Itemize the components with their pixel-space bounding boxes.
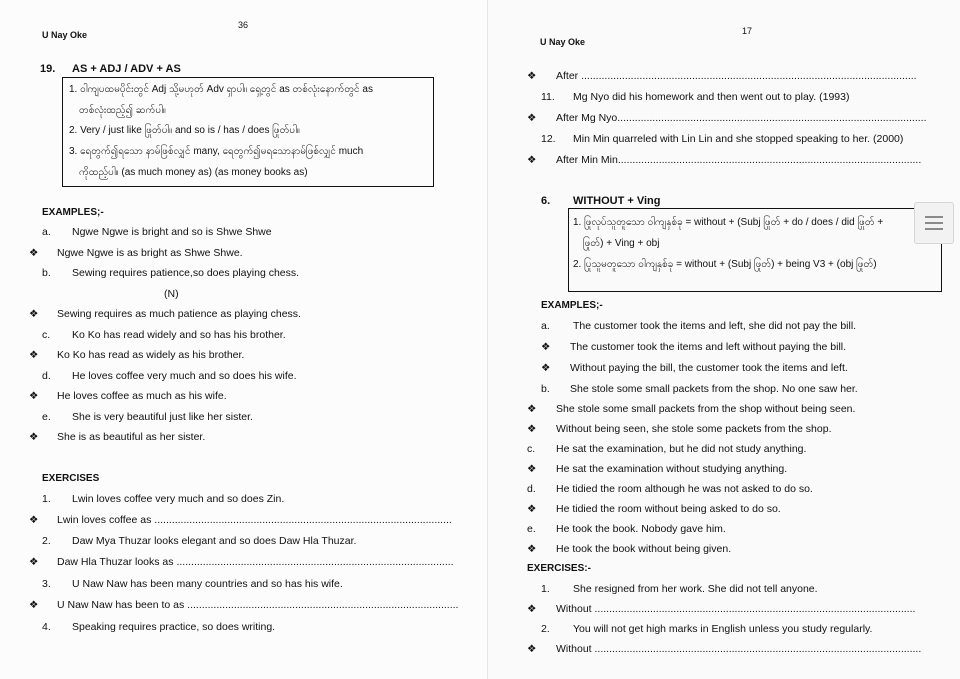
exercise-marker: 12. [541,133,556,145]
example-marker: d. [42,370,51,382]
rule-line: 2. Very / just like ဖြုတ်ပါ။ and so is / has / does ဖြုတ်ပါ။ [69,125,300,136]
example-text: She is as beautiful as her sister. [57,431,206,443]
exercise-text: Daw Mya Thuzar looks elegant and so does Daw Hla Thuzar. [72,535,357,547]
example-marker: a. [42,226,51,238]
rule-line: 1. ဖြုလုပ်သူတူသော ဝါကျနှစ်ခု = without + (Subj ဖြုတ် + do / does / did ဖြုတ် + [573,217,884,228]
bullet-icon: ❖ [527,154,537,166]
rules-box [62,77,434,187]
rule-line: 3. ရေတွက်၍ရသော နာမ်ဖြစ်လျှင် many, ရေတွက်၍မရသောနာမ်ဖြစ်လျှင် much [69,146,364,157]
example-text: Sewing requires as much patience as playing chess. [57,308,301,320]
exercise-text: U Naw Naw has been many countries and so has his wife. [72,578,343,590]
exercise-marker: 11. [541,91,555,103]
bullet-icon: ❖ [29,431,39,443]
exercises-heading: EXERCISES [42,473,100,484]
page-number: 17 [742,26,753,36]
bullet-icon: ❖ [29,599,39,611]
exercise-marker: 2. [541,623,550,635]
bullet-icon: ❖ [527,423,537,435]
exercise-marker: 4. [42,621,51,633]
example-marker: b. [42,267,51,279]
example-text: Without being seen, she stole some packets from the shop. [556,423,832,435]
bullet-icon: ❖ [527,70,537,82]
exercise-text: Min Min quarreled with Lin Lin and she stopped speaking to her. (2000) [573,133,904,145]
example-text: Ko Ko has read widely and so has his brother. [72,329,286,341]
menu-icon-bar [925,222,943,224]
section-number: 19. [40,63,56,75]
example-text: He loves coffee very much and so does his wife. [72,370,297,382]
example-text: He tidied the room although he was not asked to do so. [556,483,813,495]
exercise-marker: 1. [541,583,550,595]
example-marker: e. [42,411,51,423]
exercise-answer-line: U Naw Naw has been to as ............................................................................................. [57,599,459,611]
example-text: She is very beautiful just like her sister. [72,411,253,423]
example-text: He tidied the room without being asked to do so. [556,503,781,515]
example-text: He sat the examination, but he did not study anything. [556,443,807,455]
exercise-answer-line: After Min Min........................................................................................................ [556,154,922,166]
right-page [488,0,960,679]
bullet-icon: ❖ [29,556,39,568]
example-text: He sat the examination without studying anything. [556,463,788,475]
menu-icon-bar [925,228,943,230]
page-number: 36 [238,20,249,30]
bullet-icon: ❖ [527,503,537,515]
exercise-answer-line: Lwin loves coffee as ...................................................................................................... [57,514,452,526]
exercises-heading: EXERCISES:- [527,563,591,574]
exercise-marker: 2. [42,535,51,547]
exercise-text: Lwin loves coffee very much and so does Zin. [72,493,285,505]
exercise-text: She resigned from her work. She did not tell anyone. [573,583,818,595]
bullet-icon: ❖ [29,308,39,320]
exercise-answer-line: Without .............................................................................................................. [556,603,916,615]
bullet-icon: ❖ [527,403,537,415]
example-marker: c. [42,329,51,341]
rule-line: ကိုထည့်ပါ။ (as much money as) (as money books as) [79,167,308,178]
bullet-icon: ❖ [527,643,537,655]
exercise-text: Mg Nyo did his homework and then went out to play. (1993) [573,91,850,103]
bullet-icon: ❖ [527,112,537,124]
author-header: U Nay Oke [540,37,586,47]
bullet-icon: ❖ [29,390,39,402]
exercise-marker: 3. [42,578,51,590]
example-text: He took the book. Nobody gave him. [556,523,726,535]
exercise-text: Speaking requires practice, so does writing. [72,621,276,633]
example-marker: d. [527,483,536,495]
example-text: The customer took the items and left without paying the bill. [570,341,847,353]
rule-line: 1. ဝါကျပထမပိုင်းတွင် Adj သို့မဟုတ် Adv ရှာပါ။ ရှေ့တွင် as တစ်လုံးနောက်တွင် as [69,84,373,95]
example-text: The customer took the items and left, she did not pay the bill. [573,320,857,332]
exercise-answer-line: Without ................................................................................................................ [556,643,922,655]
example-text: He loves coffee as much as his wife. [57,390,227,402]
example-marker: a. [541,320,550,332]
rule-line: 2. ပြုသူမတူသော ဝါကျနှစ်ခု = without + (Subj ဖြုတ်) + being V3 + (obj ဖြုတ်) [573,259,877,270]
example-text: Without paying the bill, the customer took the items and left. [570,362,848,374]
example-marker: c. [527,443,536,455]
example-text: Ko Ko has read as widely as his brother. [57,349,245,361]
examples-heading: EXAMPLES;- [42,207,104,218]
example-marker: e. [527,523,536,535]
example-text: He took the book without being given. [556,543,732,555]
bullet-icon: ❖ [541,341,551,353]
exercise-answer-line: After Mg Nyo.......................................................................................................... [556,112,927,124]
bullet-icon: ❖ [29,514,39,526]
menu-icon [925,216,943,218]
section-number: 6. [541,195,551,207]
example-text: Ngwe Ngwe is as bright as Shwe Shwe. [57,247,243,259]
section-title: WITHOUT + Ving [573,195,661,207]
example-text: Ngwe Ngwe is bright and so is Shwe Shwe [72,226,272,238]
exercise-answer-line: Daw Hla Thuzar looks as ............................................................................................... [57,556,454,568]
exercise-text: You will not get high marks in English unless you study regularly. [573,623,873,635]
example-text: Sewing requires patience,so does playing chess. [72,267,300,279]
bullet-icon: ❖ [29,349,39,361]
exercise-marker: 1. [42,493,51,505]
bullet-icon: ❖ [527,543,537,555]
rule-line: တစ်လုံးထည့်၍ ဆက်ပါ။ [79,105,166,116]
bullet-icon: ❖ [29,247,39,259]
exercise-answer-line: After ................................................................................................................... [556,70,917,82]
example-text: She stole some small packets from the shop without being seen. [556,403,856,415]
bullet-icon: ❖ [527,463,537,475]
bullet-icon: ❖ [527,603,537,615]
author-header: U Nay Oke [42,30,88,40]
bullet-icon: ❖ [541,362,551,374]
example-note: (N) [164,288,179,300]
rules-box [568,208,942,292]
examples-heading: EXAMPLES;- [541,300,603,311]
example-text: She stole some small packets from the shop. No one saw her. [570,383,858,395]
menu-button[interactable] [914,202,954,244]
section-title: AS + ADJ / ADV + AS [72,63,181,75]
rule-line: ဖြုတ်) + Ving + obj [583,238,660,249]
example-marker: b. [541,383,550,395]
